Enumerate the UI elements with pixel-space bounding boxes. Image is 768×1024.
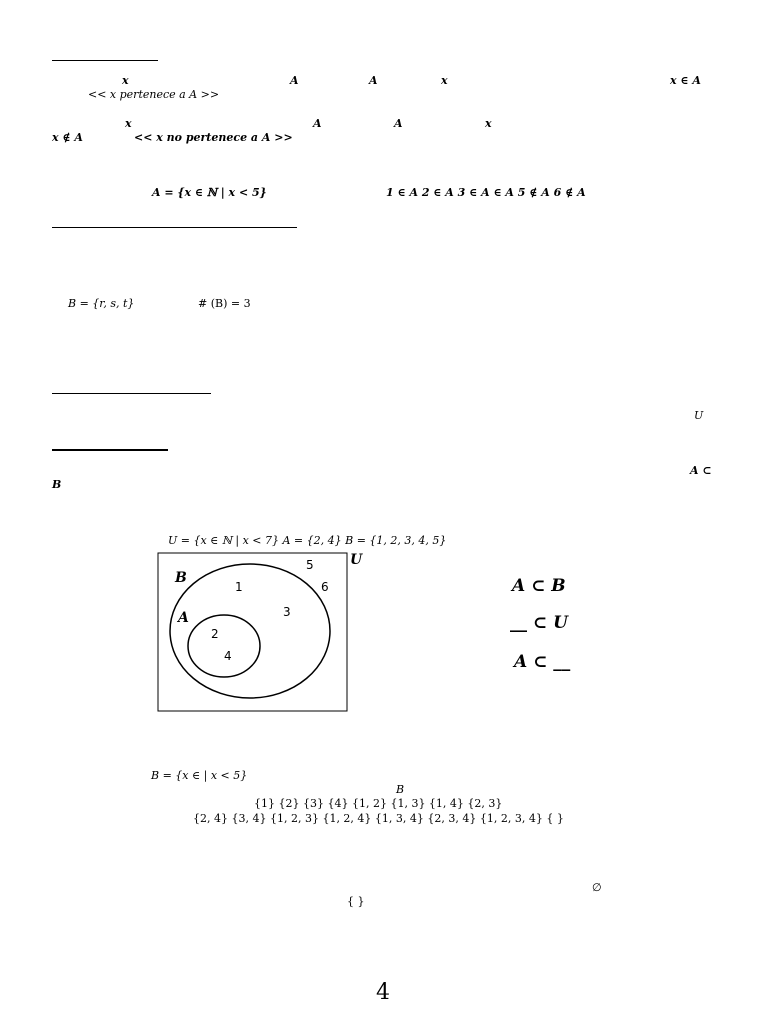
not-belongs-reading: << x no pertenece a A >>	[134, 131, 293, 144]
subset-notation: A ⊂	[690, 464, 712, 477]
venn-element: 4	[224, 649, 232, 663]
venn-label-U: U	[350, 552, 363, 568]
set-B-definition: B = {r, s, t}	[68, 297, 135, 310]
venn-element: 6	[321, 580, 329, 594]
section-heading-rule-3	[52, 393, 211, 394]
subsets-row-1: {1} {2} {3} {4} {1, 2} {1, 3} {1, 4} {2, 3}	[254, 797, 503, 810]
text-x: x	[485, 117, 492, 130]
cardinality-B: # (B) = 3	[198, 297, 251, 310]
text-x: x	[125, 117, 132, 130]
venn-label-A: A	[178, 610, 189, 626]
section-heading-rule-1	[52, 60, 158, 61]
set-B-definition-2: B = {x ∈ | x < 5}	[151, 769, 248, 782]
section-heading-rule-2	[52, 227, 297, 228]
set-A-circle	[188, 615, 260, 677]
set-B-circle	[170, 564, 330, 698]
venn-caption: U = {x ∈ ℕ | x < 7} A = {2, 4} B = {1, 2, 3, 4, 5}	[168, 534, 447, 547]
universe-symbol: U	[694, 409, 704, 422]
venn-element: 2	[211, 627, 219, 641]
belongs-reading: << x pertenece a A >>	[88, 88, 220, 101]
text-B: B	[396, 783, 405, 796]
venn-element: 3	[283, 605, 291, 619]
venn-label-B: B	[175, 570, 187, 586]
venn-diagram	[155, 550, 370, 715]
empty-set-symbol: ∅	[592, 881, 602, 894]
text-A: A	[290, 74, 299, 87]
text-A: A	[394, 117, 403, 130]
subsets-row-2: {2, 4} {3, 4} {1, 2, 3} {1, 2, 4} {1, 3, 4} {2, 3, 4} {1, 2, 3, 4} { }	[193, 812, 564, 825]
text-A: A	[369, 74, 378, 87]
empty-set-braces: { }	[347, 895, 365, 908]
text-x: x	[441, 74, 448, 87]
relation-A-subset-blank: A ⊂ __	[514, 652, 571, 672]
relation-A-subset-B: A ⊂ B	[512, 576, 566, 596]
relation-blank-subset-U: __ ⊂ U	[510, 613, 568, 633]
subset-notation-B: B	[52, 478, 62, 491]
example-set-A: A = {x ∈ ℕ | x < 5}	[152, 186, 267, 199]
venn-element: 5	[306, 558, 314, 572]
not-belongs-notation: x ∉ A	[52, 131, 83, 144]
page-number: 4	[376, 980, 390, 1005]
section-heading-rule-4	[52, 449, 168, 451]
belongs-notation: x ∈ A	[670, 74, 701, 87]
venn-element: 1	[235, 580, 243, 594]
text-A: A	[313, 117, 322, 130]
membership-list: 1 ∈ A 2 ∈ A 3 ∈ A ∈ A 5 ∉ A 6 ∉ A	[386, 186, 586, 199]
text-x: x	[122, 74, 129, 87]
